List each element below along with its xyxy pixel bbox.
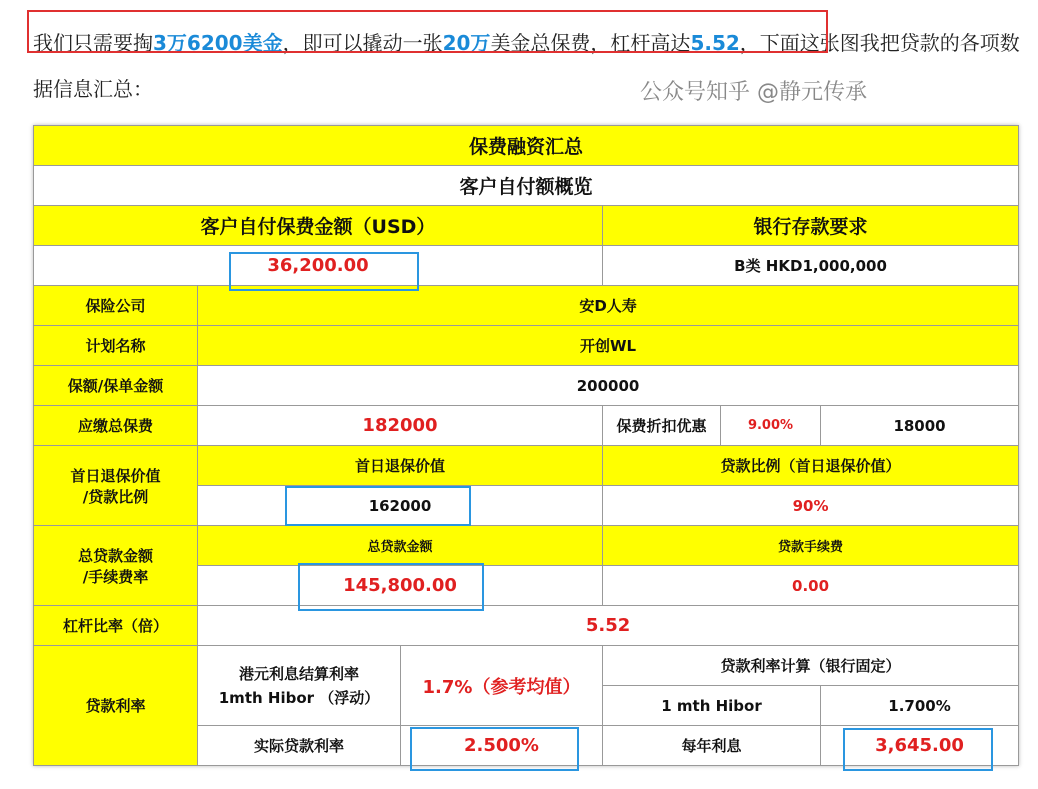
ltv-value: 90% <box>603 486 1019 526</box>
insurer-value: 安D人寿 <box>198 286 1019 326</box>
rate-calc-header: 贷款利率计算（银行固定） <box>603 646 1019 686</box>
csv-value: 162000 <box>198 486 603 526</box>
loan-header: 总贷款金额 <box>198 526 603 566</box>
ltv-header: 贷款比例（首日退保价值） <box>603 446 1019 486</box>
highlight-box <box>410 727 579 771</box>
discount-rate: 9.00% <box>721 406 821 446</box>
highlight-box <box>298 563 484 611</box>
watermark: 公众号知乎 @静元传承 <box>640 80 867 105</box>
financing-summary-table <box>33 125 1019 766</box>
intro-paragraph: 我们只需要掏3万6200美金，即可以撬动一张20万美金总保费，杠杆高达5.52，下面这张图我把贷款的各项数据信息汇总： <box>33 31 1020 101</box>
bank-deposit-value: B类 HKD1,000,000 <box>603 246 1019 286</box>
hkd-rate-label: 港元利息结算利率 1mth Hibor （浮动） <box>198 646 401 726</box>
loan-label: 总贷款金额 /手续费率 <box>34 526 198 606</box>
actual-rate-value: 2.500% <box>401 726 603 766</box>
self-pay-value: 36,200.00 <box>34 246 603 286</box>
self-pay-header: 客户自付保费金额（USD） <box>34 206 603 246</box>
actual-rate-label: 实际贷款利率 <box>198 726 401 766</box>
table-title: 保费融资汇总 <box>34 126 1019 166</box>
premium-value: 182000 <box>198 406 603 446</box>
plan-label: 计划名称 <box>34 326 198 366</box>
sum-label: 保额/保单金额 <box>34 366 198 406</box>
discount-value: 18000 <box>821 406 1019 446</box>
fee-header: 贷款手续费 <box>603 526 1019 566</box>
loan-value: 145,800.00 <box>198 566 603 606</box>
table-subtitle: 客户自付额概览 <box>34 166 1019 206</box>
sum-value: 200000 <box>198 366 1019 406</box>
highlight-box <box>285 486 471 526</box>
hibor-value: 1.700% <box>821 686 1019 726</box>
annual-interest-label: 每年利息 <box>603 726 821 766</box>
hkd-rate-value: 1.7%（参考均值） <box>401 646 603 726</box>
annual-interest-value: 3,645.00 <box>821 726 1019 766</box>
csv-header: 首日退保价值 <box>198 446 603 486</box>
leverage-label: 杠杆比率（倍） <box>34 606 198 646</box>
hibor-label: 1 mth Hibor <box>603 686 821 726</box>
leverage-value: 5.52 <box>198 606 1019 646</box>
plan-value: 开创WL <box>198 326 1019 366</box>
discount-label: 保费折扣优惠 <box>603 406 721 446</box>
bank-deposit-header: 银行存款要求 <box>603 206 1019 246</box>
highlight-box <box>229 252 419 291</box>
highlight-box <box>27 10 828 53</box>
highlight-box <box>843 728 993 771</box>
fee-value: 0.00 <box>603 566 1019 606</box>
csv-label: 首日退保价值 /贷款比例 <box>34 446 198 526</box>
rate-label: 贷款利率 <box>34 646 198 766</box>
premium-label: 应缴总保费 <box>34 406 198 446</box>
insurer-label: 保险公司 <box>34 286 198 326</box>
